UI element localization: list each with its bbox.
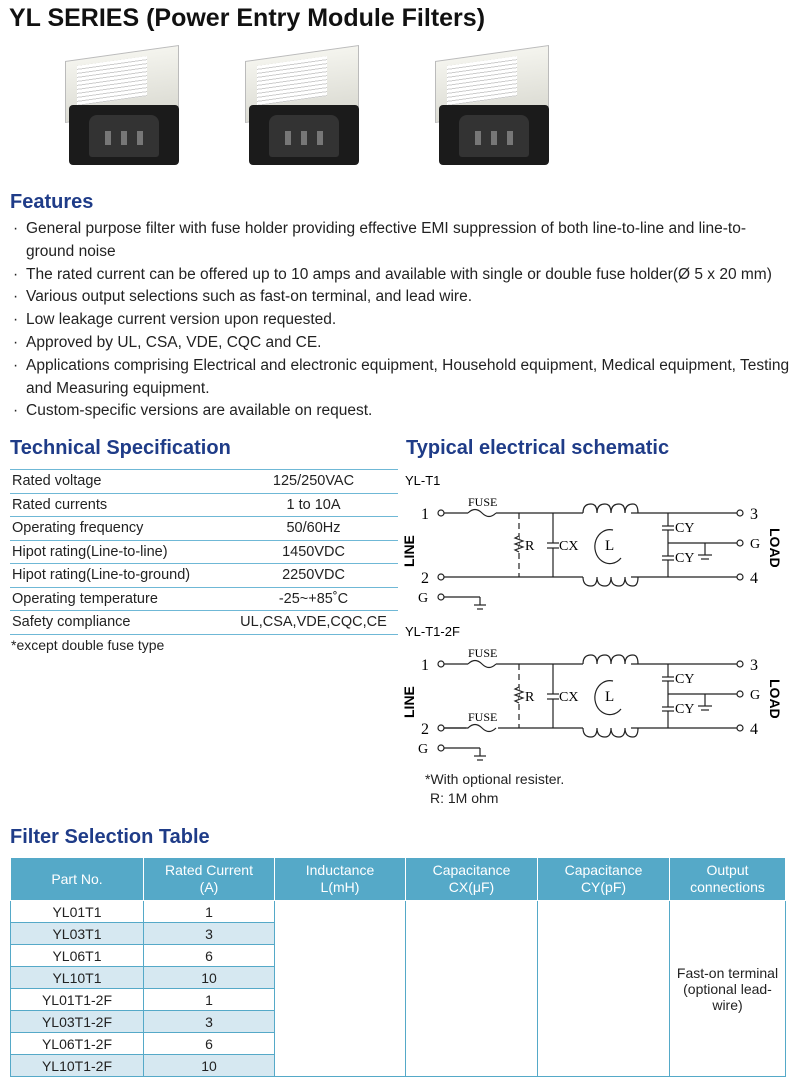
fuse-label: FUSE xyxy=(468,710,498,724)
spec-table xyxy=(10,469,398,635)
selection-table xyxy=(10,857,786,1077)
column-header: Part No. xyxy=(11,858,144,901)
cx-label: CX xyxy=(559,539,579,554)
terminal-label: 3 xyxy=(750,506,758,523)
output-connections-cell: Fast-on terminal (optional lead-wire) xyxy=(670,901,786,1077)
spec-label: Operating temperature xyxy=(10,587,229,611)
spec-row xyxy=(10,517,398,541)
spec-row xyxy=(10,587,398,611)
spec-row xyxy=(10,564,398,588)
features-list xyxy=(10,218,790,423)
part-no: YL10T1-2F xyxy=(11,1055,144,1077)
part-no: YL01T1-2F xyxy=(11,989,144,1011)
rated-current: 1 xyxy=(144,901,275,923)
terminal-label: 4 xyxy=(750,570,758,587)
spec-value: 2250VDC xyxy=(229,564,398,588)
terminal-label: G xyxy=(750,688,761,703)
schematic-title: YL-T1 xyxy=(405,473,441,488)
schematic-note: R: 1M ohm xyxy=(430,790,499,806)
spec-row xyxy=(10,493,398,517)
product-image xyxy=(235,45,370,170)
line-label: LINE xyxy=(401,686,417,718)
fuse-label: FUSE xyxy=(468,646,498,660)
features-heading: Features xyxy=(10,191,94,213)
selection-heading: Filter Selection Table xyxy=(10,826,210,848)
spec-note: *except double fuse type xyxy=(11,637,165,653)
cy-label: CY xyxy=(675,551,695,566)
load-label: LOAD xyxy=(767,528,783,568)
rated-current: 6 xyxy=(144,1033,275,1055)
spec-row xyxy=(10,540,398,564)
table-header-row xyxy=(11,858,786,901)
spec-label: Safety compliance xyxy=(10,611,229,635)
terminal-label: 4 xyxy=(750,721,758,738)
spec-value: UL,CSA,VDE,CQC,CE xyxy=(229,611,398,635)
rated-current: 10 xyxy=(144,1055,275,1077)
terminal-label: G xyxy=(418,591,429,606)
spec-row xyxy=(10,470,398,494)
line-label: LINE xyxy=(401,535,417,567)
spec-value: 125/250VAC xyxy=(229,470,398,494)
inductance-cell xyxy=(275,901,406,1077)
schematic-note: *With optional resister. xyxy=(425,771,565,787)
rated-current: 1 xyxy=(144,989,275,1011)
rated-current: 6 xyxy=(144,945,275,967)
table-row xyxy=(11,901,786,923)
spec-value: 1 to 10A xyxy=(229,493,398,517)
schematic-title: YL-T1-2F xyxy=(405,624,460,639)
feature-item: · Approved by UL, CSA, VDE, CQC and CE. xyxy=(10,332,790,355)
resistor-label: R xyxy=(525,539,535,554)
terminal-label: 2 xyxy=(421,721,429,738)
load-label: LOAD xyxy=(767,679,783,719)
feature-item: · Applications comprising Electrical and electronic equipment, Household equipment, Medical equipment, Testing and Measuring equipment. xyxy=(10,355,790,401)
cy-label: CY xyxy=(675,521,695,536)
page-title: YL SERIES (Power Entry Module Filters) xyxy=(9,4,486,32)
terminal-label: 3 xyxy=(750,657,758,674)
part-no: YL03T1-2F xyxy=(11,1011,144,1033)
schematic-heading: Typical electrical schematic xyxy=(406,437,670,459)
column-header: Capacitance CY(pF) xyxy=(538,858,670,901)
spec-label: Hipot rating(Line-to-ground) xyxy=(10,564,229,588)
schematic-diagrams xyxy=(400,460,800,810)
terminal-label: 2 xyxy=(421,570,429,587)
inductor-label: L xyxy=(605,689,615,705)
part-no: YL01T1 xyxy=(11,901,144,923)
column-header: Capacitance CX(μF) xyxy=(406,858,538,901)
spec-value: 50/60Hz xyxy=(229,517,398,541)
spec-label: Rated voltage xyxy=(10,470,229,494)
spec-value: -25~+85˚C xyxy=(229,587,398,611)
spec-value: 1450VDC xyxy=(229,540,398,564)
part-no: YL06T1 xyxy=(11,945,144,967)
terminal-label: G xyxy=(418,742,429,757)
cy-label: CY xyxy=(675,702,695,717)
feature-item: · General purpose filter with fuse holder providing effective EMI suppression of both line-to-line and line-to-ground noise xyxy=(10,218,790,264)
inductor-label: L xyxy=(605,538,615,554)
feature-item: · Various output selections such as fast-on terminal, and lead wire. xyxy=(10,286,790,309)
cx-cell xyxy=(406,901,538,1077)
cy-cell xyxy=(538,901,670,1077)
product-image xyxy=(425,45,560,170)
column-header: Output connections xyxy=(670,858,786,901)
terminal-label: G xyxy=(750,537,761,552)
product-image xyxy=(55,45,190,170)
terminal-label: 1 xyxy=(421,657,429,674)
spec-label: Operating frequency xyxy=(10,517,229,541)
terminal-label: 1 xyxy=(421,506,429,523)
cy-label: CY xyxy=(675,672,695,687)
spec-heading: Technical Specification xyxy=(10,437,231,459)
resistor-label: R xyxy=(525,690,535,705)
fuse-label: FUSE xyxy=(468,495,498,509)
feature-item: · Low leakage current version upon requested. xyxy=(10,309,790,332)
schematic-yl-t1 xyxy=(401,473,783,609)
column-header: Inductance L(mH) xyxy=(275,858,406,901)
feature-item: · Custom-specific versions are available on request. xyxy=(10,400,790,423)
cx-label: CX xyxy=(559,690,579,705)
feature-item: · The rated current can be offered up to 10 amps and available with single or double fuse holder(Ø 5 x 20 mm) xyxy=(10,264,790,287)
spec-row xyxy=(10,611,398,635)
part-no: YL03T1 xyxy=(11,923,144,945)
part-no: YL06T1-2F xyxy=(11,1033,144,1055)
rated-current: 3 xyxy=(144,1011,275,1033)
part-no: YL10T1 xyxy=(11,967,144,989)
spec-label: Rated currents xyxy=(10,493,229,517)
column-header: Rated Current (A) xyxy=(144,858,275,901)
rated-current: 10 xyxy=(144,967,275,989)
spec-label: Hipot rating(Line-to-line) xyxy=(10,540,229,564)
rated-current: 3 xyxy=(144,923,275,945)
schematic-yl-t1-2f xyxy=(401,624,783,760)
